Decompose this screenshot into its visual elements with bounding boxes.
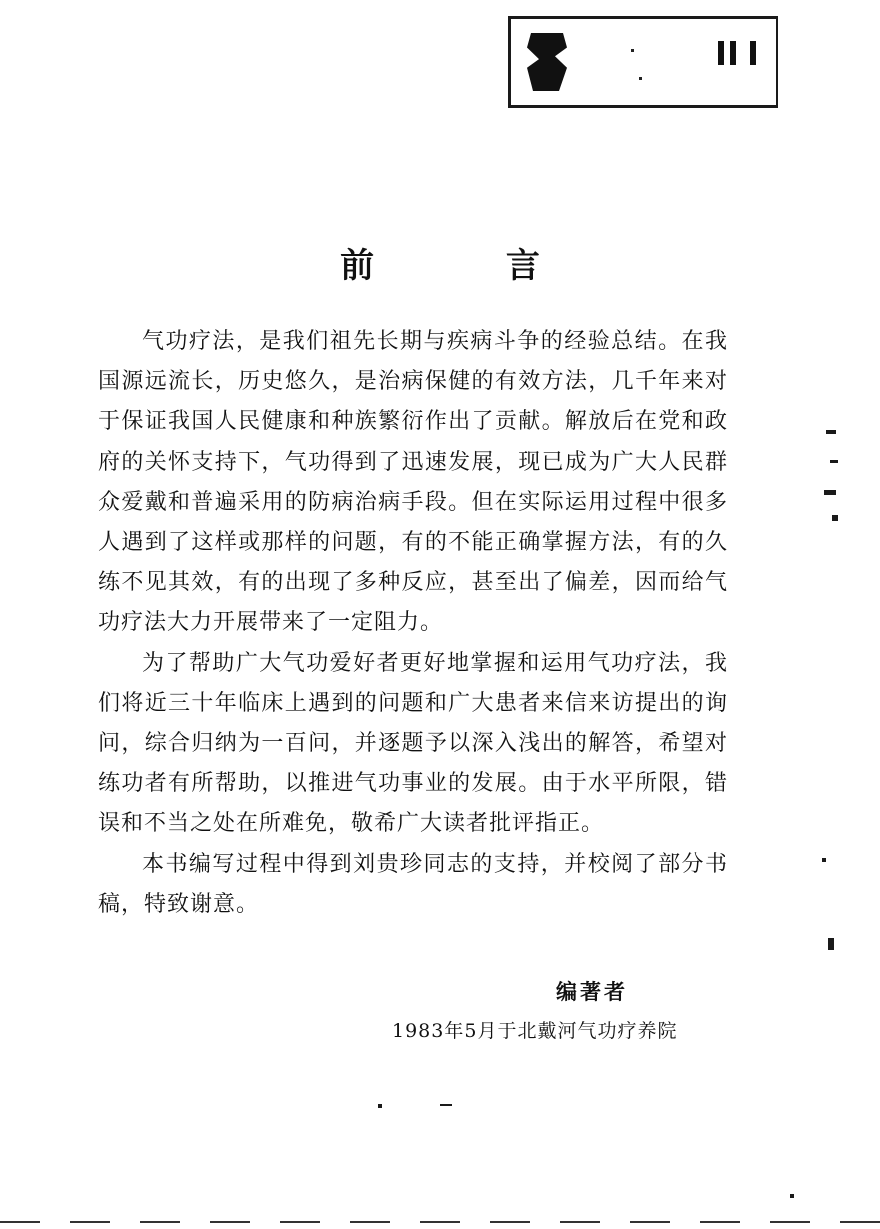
paragraph-3: 本书编写过程中得到刘贵珍同志的支持，并校阅了部分书稿，特致谢意。 bbox=[98, 851, 728, 917]
preface-body bbox=[98, 322, 728, 925]
page-title: 前 言 bbox=[340, 246, 600, 286]
paragraph-2: 为了帮助广大气功爱好者更好地掌握和运用气功疗法，我们将近三十年临床上遇到的问题和广大患者来信来访提出的询问，综合归纳为一百问，并逐题予以深入浅出的解答，希望对练功者有所帮助，以推进气功事业的发展。由于水平所限，错误和不当之处在所难免，敬希广大读者批评指正。 bbox=[98, 650, 728, 837]
stamp-glyph bbox=[527, 33, 567, 91]
paragraph-1: 气功疗法，是我们祖先长期与疾病斗争的经验总结。在我国源远流长，历史悠久，是治病保健的有效方法，几千年来对于保证我国人民健康和种族繁衍作出了贡献。解放后在党和政府的关怀支持下，气功得到了迅速发展，现已成为广大人民群众爱戴和普遍采用的防病治病手段。但在实际运用过程中很多人遇到了这样或那样的问题，有的不能正确掌握方法，有的久练不见其效，有的出现了多种反应，甚至出了偏差，因而给气功疗法大力开展带来了一定阻力。 bbox=[98, 329, 728, 636]
scan-edge bbox=[0, 1221, 880, 1223]
author-signature: 编著者 bbox=[556, 979, 628, 1004]
stamp-number bbox=[716, 41, 760, 65]
library-stamp bbox=[508, 16, 778, 108]
date-place: 1983年5月于北戴河气功疗养院 bbox=[392, 1020, 678, 1042]
